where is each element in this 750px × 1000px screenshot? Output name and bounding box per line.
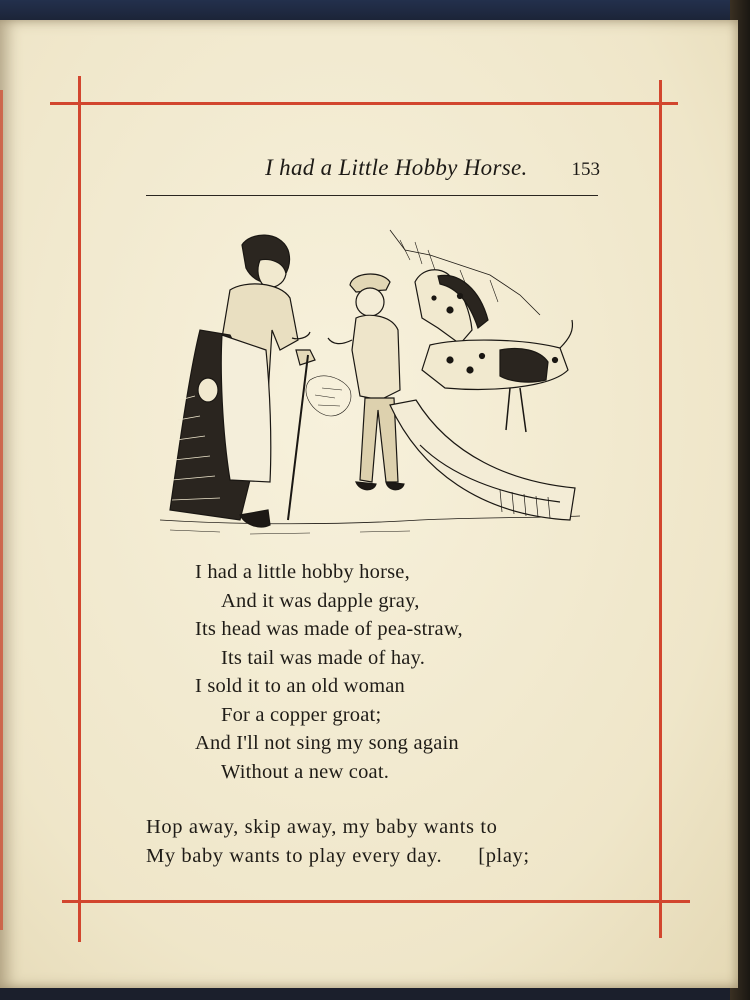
chorus-line-1: Hop away, skip away, my baby wants to [146,816,498,838]
verse-line: I sold it to an old woman [195,675,405,697]
running-header [140,155,600,189]
border-rule-left [78,76,81,942]
book-page [0,20,738,988]
verse-line: And I'll not sing my song again [195,732,459,754]
rocking-horse-figure [390,270,575,520]
verse-line: Its head was made of pea-straw, [195,618,463,640]
chorus-turnover-word: [play; [478,845,530,867]
verse-line: For a copper groat; [221,703,382,726]
chorus-line-2-text: My baby wants to play every day. [146,845,443,867]
old-woman-figure [170,235,315,527]
border-rule-bottom [62,900,690,903]
hobby-horse-illustration [160,220,580,550]
page-number: 153 [571,159,600,180]
boy-figure [328,274,404,490]
running-title: I had a Little Hobby Horse. [265,155,528,180]
verse-line: Without a new coat. [221,760,390,783]
header-rule [146,195,598,196]
verse-line: Its tail was made of hay. [221,646,426,669]
poem-verse [195,558,615,786]
chorus-line-2 [146,842,616,871]
border-rule-right [659,80,662,938]
poem-chorus [146,813,616,871]
facing-page-rule [0,90,3,930]
verse-line: I had a little hobby horse, [195,561,410,583]
border-rule-top [50,102,678,105]
verse-line: And it was dapple gray, [221,589,420,612]
